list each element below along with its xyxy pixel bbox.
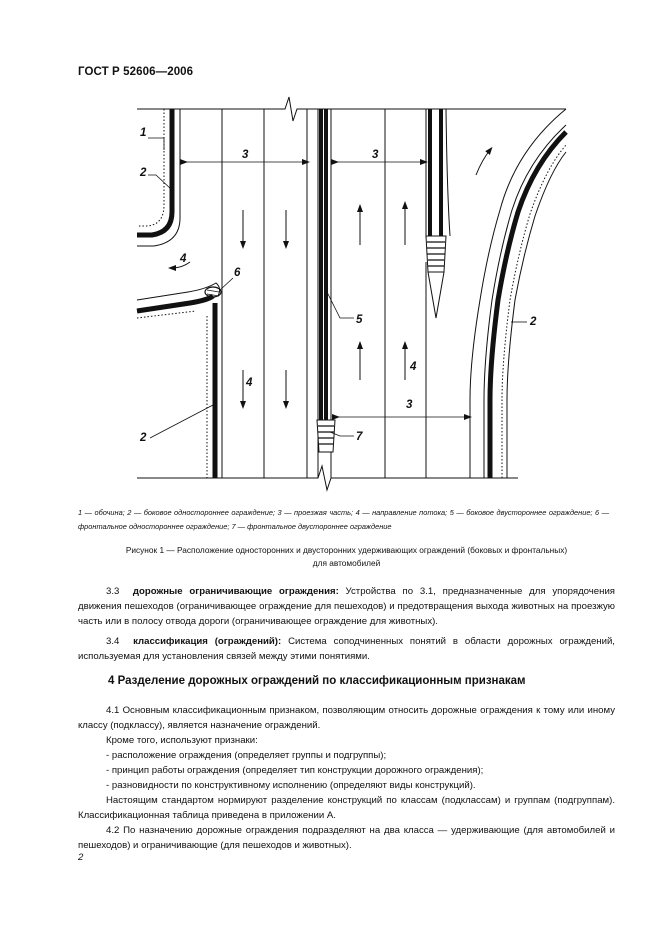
label-3-left: 3 <box>242 149 249 161</box>
gore-barrier <box>426 109 450 318</box>
caption-line-2: для автомобилей <box>312 558 381 568</box>
paragraph-4-1: 4.1 Основным классификационным признаком, позволяющим относить дорожные ограждения к тому или иному классу (подклассу), является назначение ограждений. <box>78 705 615 731</box>
figure-legend: 1 — обочина; 2 — боковое одностороннее ограждение; 3 — проезжая часть; 4 — направление потока; 5 — боковое двустороннее ограждение; 6 — фронтальное одностороннее ограждение; 7 — фронтальное двустороннее ограждение <box>78 508 609 531</box>
top-break-line <box>137 97 566 121</box>
list-item: - расположение ограждения (определяет группы и подгруппы); <box>106 750 387 761</box>
label-4-left-lane: 4 <box>246 377 253 389</box>
label-2-bottom: 2 <box>140 432 147 444</box>
p33-term: дорожные ограничивающие ограждения: <box>132 586 339 597</box>
bottom-break-line <box>137 466 518 490</box>
right-barrier <box>470 109 566 478</box>
section-4-title: 4 Разделение дорожных ограждений по классификационным признакам <box>108 675 526 687</box>
paragraph-3-4 <box>78 634 615 664</box>
feature-list <box>106 748 615 793</box>
list-item: - разновидности по конструктивному исполнению (определяют виды конструкций). <box>106 780 476 791</box>
paragraph-3-3 <box>78 584 615 629</box>
label-5: 5 <box>356 314 363 326</box>
list-item: - принцип работы ограждения (определяет тип конструкции дорожного ограждения); <box>106 765 484 776</box>
page-number: 2 <box>78 852 84 863</box>
document-header: ГОСТ Р 52606—2006 <box>78 66 194 78</box>
label-1: 1 <box>140 127 147 139</box>
p34-number: 3.4 <box>106 636 120 647</box>
frontal-two-sided-barrier <box>317 420 335 452</box>
figure-caption <box>74 544 619 570</box>
label-4-right-lane: 4 <box>410 361 417 373</box>
p34-term: классификация (ограждений): <box>133 636 282 647</box>
lower-left-barrier <box>137 283 222 478</box>
label-6: 6 <box>234 267 241 279</box>
p33-text: Устройства по 3.1, предназначенные для упорядочения движения пешеходов (ограничивающее ограждение для пешеходов) и предотвращения выхода животных на проезжую часть или в полосу отвода дороги (ограничивающее ограждение для животных). <box>78 586 615 627</box>
label-2-top: 2 <box>140 167 147 179</box>
label-7: 7 <box>356 431 363 443</box>
label-4-left-turn: 4 <box>180 253 187 265</box>
p34-text: Система соподчиненных понятий в области дорожных ограждений, используемая для установления связей между этими понятиями. <box>78 636 615 662</box>
paragraph-4-2: 4.2 По назначению дорожные ограждения подразделяют на два класса — удерживающие (для автомобилей и пешеходов) и ограничивающие (для пешеходов и животных). <box>78 825 615 851</box>
label-2-right: 2 <box>530 316 537 328</box>
caption-line-1: Рисунок 1 — Расположение односторонних и двусторонних удерживающих ограждений (боковых и фронтальных) <box>125 545 568 555</box>
label-3-bottom: 3 <box>406 399 413 411</box>
paragraph-4-1-features: Кроме того, используют признаки: <box>106 735 258 746</box>
paragraph-normative: Настоящим стандартом нормируют разделение конструкций по классам (подклассам) и группам (подгруппам). Классификационная таблица приведена в приложении А. <box>78 795 615 821</box>
label-3-right: 3 <box>372 149 379 161</box>
median-barrier <box>317 109 335 478</box>
p33-number: 3.3 <box>106 586 120 597</box>
